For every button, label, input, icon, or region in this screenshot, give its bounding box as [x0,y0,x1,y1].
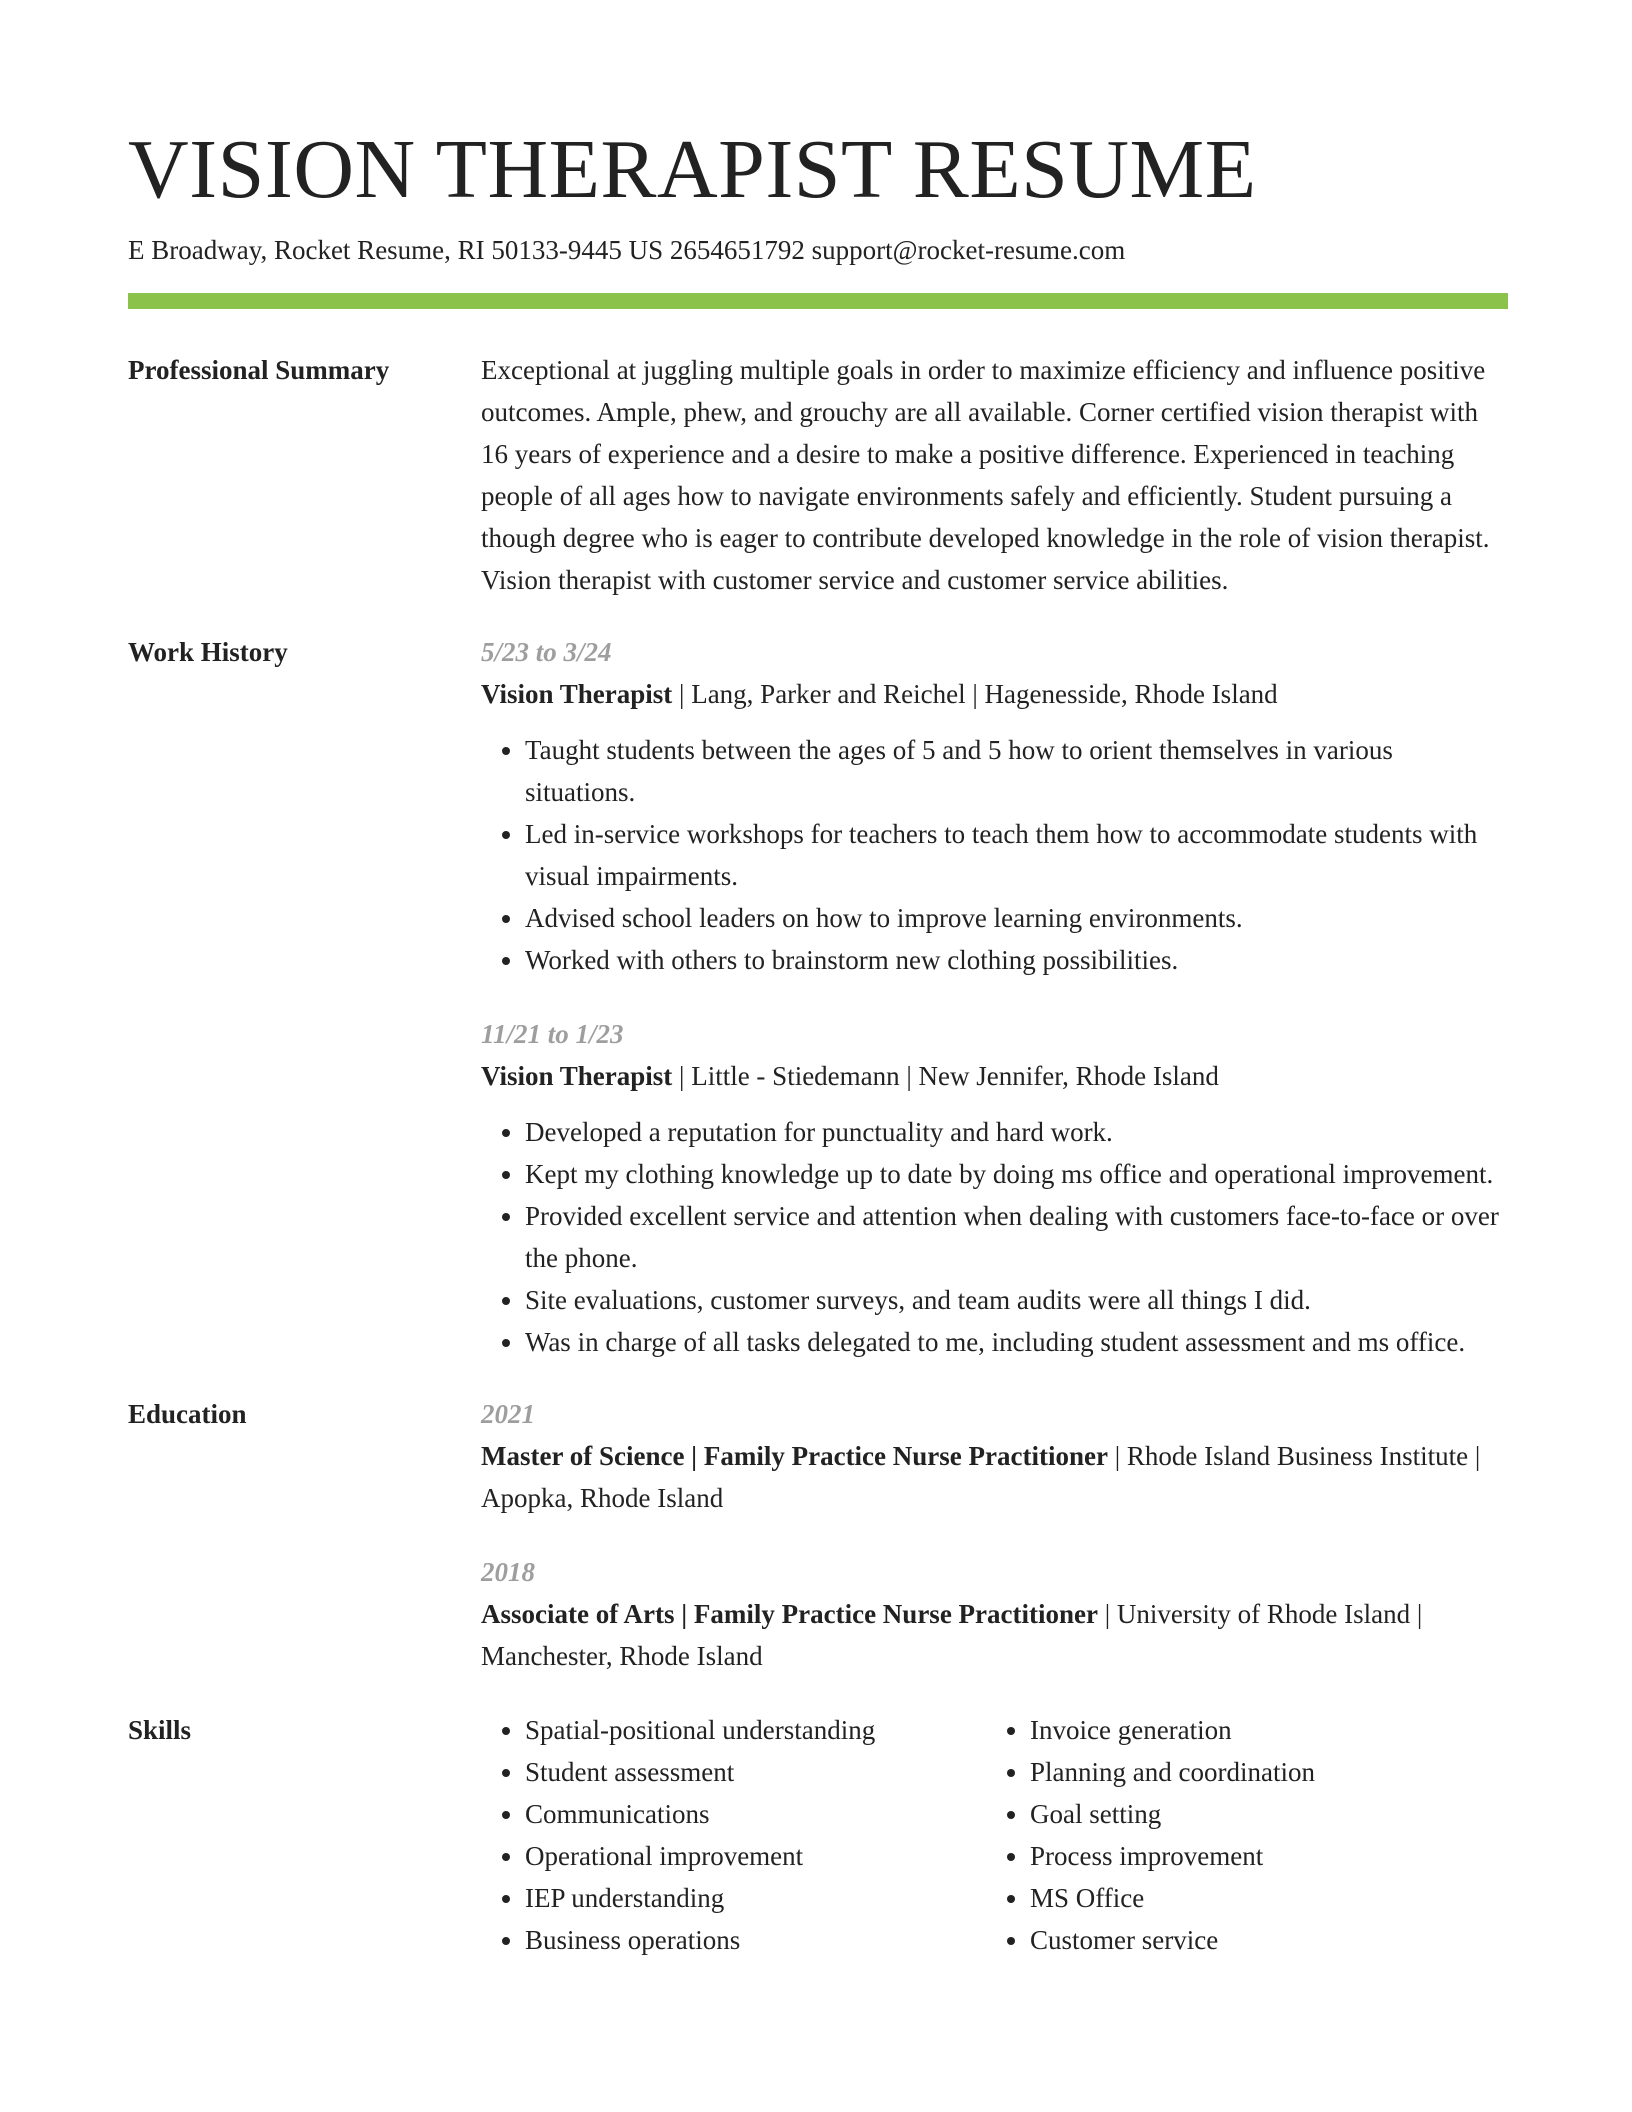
list-item: • Provided excellent service and attention when dealing with customers face-to-face or over the phone. [525,1195,1508,1279]
list-item: • Invoice generation [1030,1709,1486,1751]
work-history-body [481,631,1508,1363]
summary-section [128,349,1508,601]
education-heading [481,1435,1508,1519]
list-item: • Worked with others to brainstorm new clothing possibilities. [525,939,1508,981]
list-item: • Spatial-positional understanding [525,1709,986,1751]
education-body [481,1393,1508,1677]
job-bullets [481,1111,1508,1363]
list-item: • Goal setting [1030,1793,1486,1835]
list-item: • MS Office [1030,1877,1486,1919]
section-label-education: Education [128,1399,247,1429]
list-item: • Taught students between the ages of 5 and 5 how to orient themselves in various situations. [525,729,1508,813]
skills-list [986,1709,1486,1961]
list-item: • Was in charge of all tasks delegated to me, including student assessment and ms office. [525,1321,1508,1363]
list-item: • Process improvement [1030,1835,1486,1877]
job-heading [481,1055,1508,1097]
education-year: 2021 [481,1399,535,1429]
work-history-section [128,631,1508,1363]
section-label-summary: Professional Summary [128,355,390,385]
education-year: 2018 [481,1557,535,1587]
list-item: • Customer service [1030,1919,1486,1961]
education-degree: Associate of Arts | Family Practice Nurse Practitioner [481,1599,1098,1629]
list-item: • Student assessment [525,1751,986,1793]
section-label-work: Work History [128,637,288,667]
education-school: | Rhode Island Business Institute | Apopka, Rhode Island [481,1441,1481,1513]
summary-text: Exceptional at juggling multiple goals in order to maximize efficiency and influence positive outcomes. Ample, phew, and grouchy are all available. Corner certified vision therapist with 16 years of experience and a desire to make a positive difference. Experienced in teaching people of all ages how to navigate environments safely and efficiently. Student pursuing a though degree who is eager to contribute developed knowledge in the role of vision therapist. Vision therapist with customer service and customer service abilities. [481,355,1490,595]
education-degree: Master of Science | Family Practice Nurse Practitioner [481,1441,1108,1471]
skills-body [481,1709,1508,1961]
resume-title: VISION THERAPIST RESUME [128,123,1257,216]
job-entry [481,1013,1508,1363]
skills-column-right [986,1709,1486,1961]
contact-line: E Broadway, Rocket Resume, RI 50133-9445 US 2654651792 support@rocket-resume.com [128,235,1126,265]
list-item: • Led in-service workshops for teachers to teach them how to accommodate students with visual impairments. [525,813,1508,897]
list-item: • Communications [525,1793,986,1835]
skills-section [128,1709,1508,1961]
job-dates: 11/21 to 1/23 [481,1019,624,1049]
resume-page [128,0,1508,1961]
list-item: • Business operations [525,1919,986,1961]
job-heading [481,673,1508,715]
accent-divider [128,293,1508,309]
job-dates: 5/23 to 3/24 [481,637,612,667]
education-section [128,1393,1508,1677]
job-title: Vision Therapist [481,679,673,709]
list-item: • Kept my clothing knowledge up to date by doing ms office and operational improvement. [525,1153,1508,1195]
education-entry [481,1393,1508,1519]
list-item: • IEP understanding [525,1877,986,1919]
list-item: • Developed a reputation for punctuality and hard work. [525,1111,1508,1153]
job-bullets [481,729,1508,981]
job-employer: | Lang, Parker and Reichel | Hagenesside, Rhode Island [672,679,1278,709]
job-title: Vision Therapist [481,1061,673,1091]
section-label-skills: Skills [128,1715,192,1745]
list-item: • Advised school leaders on how to improve learning environments. [525,897,1508,939]
list-item: • Operational improvement [525,1835,986,1877]
job-employer: | Little - Stiedemann | New Jennifer, Rhode Island [672,1061,1219,1091]
education-entry [481,1551,1508,1677]
education-school: | University of Rhode Island | Manchester, Rhode Island [481,1599,1423,1671]
skills-list [481,1709,986,1961]
job-entry [481,631,1508,981]
education-heading [481,1593,1508,1677]
skills-column-left [481,1709,986,1961]
list-item: • Planning and coordination [1030,1751,1486,1793]
list-item: • Site evaluations, customer surveys, and team audits were all things I did. [525,1279,1508,1321]
